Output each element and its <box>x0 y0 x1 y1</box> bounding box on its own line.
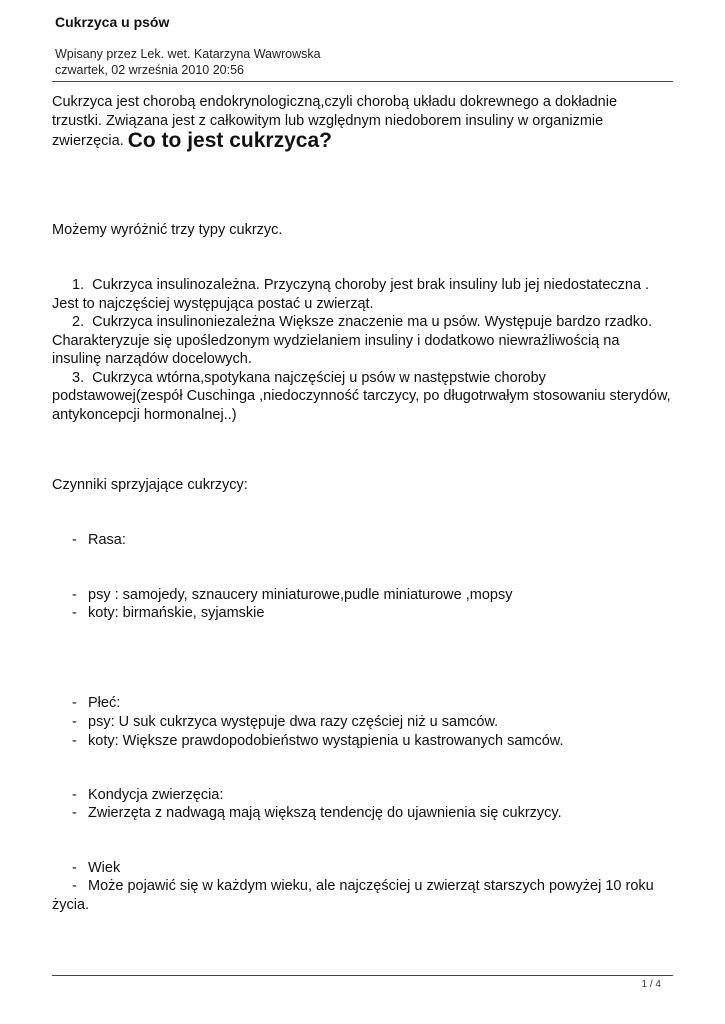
intro-line-2: trzustki. Związana jest z całkowitym lub względnym niedoborem insuliny w organizmie <box>52 112 604 129</box>
list-number: 2. <box>72 314 85 330</box>
bullet-plec-koty: - koty: Większe prawdopodobieństwo wystąpienia u kastrowanych samców. <box>72 733 564 749</box>
bullet-rasa-psy: - psy : samojedy, sznaucery miniaturowe,pudle miniaturowe ,mopsy <box>72 587 513 603</box>
list-item-text: Cukrzyca insulinoniezależna Większe znaczenie ma u psów. Występuje bardzo rzadko. <box>92 314 653 330</box>
footer-divider <box>52 975 673 976</box>
bullet-dash: - <box>72 878 77 894</box>
types-intro: Możemy wyróżnić trzy typy cukrzyc. <box>52 222 283 238</box>
bullet-plec: - Płeć: <box>72 695 121 711</box>
bullet-wiek-opis: - Może pojawić się w każdym wieku, ale najczęściej u zwierząt starszych powyżej 10 roku <box>72 878 654 894</box>
bullet-wiek: - Wiek <box>72 860 121 876</box>
factors-intro: Czynniki sprzyjające cukrzycy: <box>52 477 248 493</box>
list-number: 1. <box>72 277 85 293</box>
date-line: czwartek, 02 września 2010 20:56 <box>55 63 244 77</box>
list-item-continuation: Charakteryzuje się upośledzonym wydzielaniem insuliny i dodatkowo niewrażliwością na insulinę narządów docelowych. <box>52 332 620 367</box>
list-item-text: Cukrzyca wtórna,spotykana najczęściej u psów w następstwie choroby <box>92 369 546 386</box>
bullet-rasa: - Rasa: <box>72 532 126 548</box>
intro-paragraph <box>52 93 672 151</box>
bullet-dash: - <box>72 587 77 603</box>
bullet-dash: - <box>72 860 77 876</box>
list-item-text: Cukrzyca insulinozależna. Przyczyną choroby jest brak insuliny lub jej niedostateczna . <box>92 277 650 293</box>
author-line: Wpisany przez Lek. wet. Katarzyna Wawrowska <box>55 47 321 61</box>
bullet-plec-psy: - psy: U suk cukrzyca występuje dwa razy częściej niż u samców. <box>72 714 499 730</box>
list-item-continuation: Jest to najczęściej występująca postać u zwierząt. <box>52 295 374 312</box>
bullet-dash: - <box>72 805 77 821</box>
bullet-dash: - <box>72 695 77 711</box>
page-number: 1 / 4 <box>641 979 661 990</box>
intro-line-3-text: zwierzęcia. <box>52 133 124 149</box>
bullet-rasa-koty: - koty: birmańskie, syjamskie <box>72 605 265 621</box>
list-item <box>52 276 672 295</box>
bullet-dash: - <box>72 787 77 803</box>
bullet-dash: - <box>72 714 77 730</box>
intro-line-3 <box>52 130 672 151</box>
bullet-kondycja-opis: - Zwierzęta z nadwagą mają większą tendencję do ujawnienia się cukrzycy. <box>72 805 562 821</box>
list-item <box>52 313 672 332</box>
bullet-wiek-opis-continuation: życia. <box>52 897 90 913</box>
bullet-dash: - <box>72 605 77 621</box>
bullet-kondycja: - Kondycja zwierzęcia: <box>72 787 224 803</box>
types-list <box>52 276 672 424</box>
list-item <box>52 369 672 388</box>
article-title: Cukrzyca u psów <box>55 14 170 30</box>
list-item-continuation: podstawowej(zespół Cuschinga ,niedoczynność tarczycy, po długotrwałym stosowaniu sterydów, antykoncepcji hormonalnej..) <box>52 388 671 423</box>
bullet-dash: - <box>72 733 77 749</box>
section-heading: Co to jest cukrzyca? <box>127 129 332 152</box>
intro-line-1: Cukrzyca jest chorobą endokrynologiczną,czyli chorobą układu dokrewnego a dokładnie <box>52 94 618 110</box>
header-divider <box>52 81 673 82</box>
list-number: 3. <box>72 369 85 386</box>
bullet-dash: - <box>72 532 77 548</box>
